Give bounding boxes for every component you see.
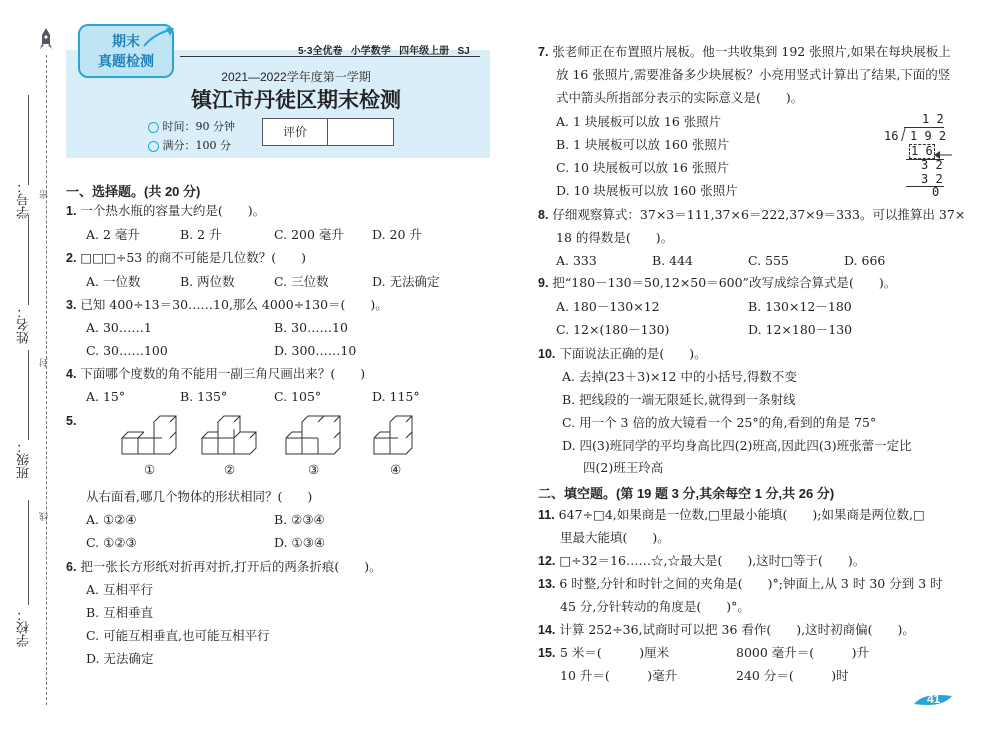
- q10-num: 10.: [538, 347, 556, 361]
- div-row-3: 3 2: [921, 172, 943, 186]
- q8-line2: 18 的得数是( )。: [556, 230, 674, 245]
- student-no-label: 学号：: [16, 180, 31, 219]
- q7-option-b[interactable]: B. 1 块展板可以放 160 张照片: [556, 137, 730, 152]
- q13-num: 13.: [538, 577, 556, 591]
- q4-stem: [66, 366, 365, 382]
- q4-option-b[interactable]: B. 135°: [180, 389, 228, 404]
- q4-text: 下面哪个度数的角不能用一副三角尺画出来？( ): [80, 366, 366, 381]
- q4-num: 4.: [66, 367, 77, 381]
- q5-label-2: ②: [224, 462, 236, 477]
- q11-line1: [538, 507, 925, 523]
- div-bracket-side: [901, 127, 906, 141]
- q5-figure-1: [120, 412, 182, 460]
- q2-option-b[interactable]: B. 两位数: [180, 274, 235, 289]
- q7-num: 7.: [538, 45, 549, 59]
- grade-label: 四年级上册: [399, 46, 450, 57]
- q5-label-4: ④: [390, 462, 402, 477]
- q14-num: 14.: [538, 623, 556, 637]
- q9-option-c[interactable]: C. 12×(180－130): [556, 322, 670, 337]
- q13-text-1: 6 时整,分针和时针之间的夹角是( )°;钟面上,从 3 时 30 分到 3 时: [559, 576, 943, 591]
- q1-option-c[interactable]: C. 200 毫升: [274, 227, 344, 242]
- name-line: [28, 215, 29, 305]
- q4-option-d[interactable]: D. 115°: [372, 389, 420, 404]
- time-text: 时间：90 分钟: [162, 120, 235, 133]
- q8-text-1: 仔细观察算式：37×3＝111,37×6＝222,37×9＝333。可以推算出 37×: [552, 207, 966, 222]
- q3-option-a[interactable]: A. 30……1: [86, 320, 152, 335]
- q2-stem: [66, 250, 306, 266]
- q5-num: [66, 413, 76, 429]
- eval-box: [262, 118, 394, 146]
- time-info: [148, 118, 235, 134]
- q2-num: 2.: [66, 251, 77, 265]
- q3-stem: [66, 297, 388, 313]
- q12-num: 12.: [538, 554, 556, 568]
- q2-option-d[interactable]: D. 无法确定: [372, 274, 440, 289]
- q5-figure-4: [372, 412, 418, 460]
- q5-num-text: 5.: [66, 414, 77, 428]
- q10-option-c[interactable]: C. 用一个 3 倍的放大镜看一个 25°的角,看到的角是 75°: [562, 415, 877, 430]
- q14-text: 计算 252÷36,试商时可以把 36 看作( ),这时初商偏( )。: [559, 622, 915, 637]
- section1-title: 一、选择题。(共 20 分): [66, 184, 201, 199]
- q7-text-1: 张老师正在布置照片展板。他一共收集到 192 张照片,如果在每块展板上: [552, 44, 951, 59]
- q8-option-b[interactable]: B. 444: [652, 253, 693, 268]
- badge-line2: 真题检测: [98, 53, 154, 69]
- q1-num: 1.: [66, 204, 77, 218]
- q5-figure-2: [200, 412, 262, 460]
- seal-mi: 密: [40, 190, 50, 199]
- q1-option-a[interactable]: A. 2 毫升: [86, 227, 140, 242]
- q3-text: 已知 400÷13＝30……10,那么 4000÷130＝( )。: [80, 297, 388, 312]
- q10-option-d-cont: 四(2)班王玲高: [583, 460, 664, 475]
- subject-label: 小学数学: [350, 46, 391, 57]
- check-icon: [148, 141, 159, 152]
- q10-option-b[interactable]: B. 把线段的一端无限延长,就得到一条射线: [562, 392, 796, 407]
- q14-stem: [538, 622, 915, 638]
- header-series: [298, 42, 470, 57]
- q5-figure-3: [284, 412, 346, 460]
- q8-option-d[interactable]: D. 666: [844, 253, 886, 268]
- q15-num-text: 15.: [538, 646, 556, 660]
- school-line: [28, 500, 29, 605]
- q8-num: 8.: [538, 208, 549, 222]
- q8-option-c[interactable]: C. 555: [748, 253, 789, 268]
- section2-title: 二、填空题。(第 19 题 3 分,其余每空 1 分,共 26 分): [538, 486, 835, 501]
- q11-text-1: 647÷□4,如果商是一位数,□里最小能填( );如果商是两位数,□: [558, 507, 925, 522]
- q5-label-3: ③: [308, 462, 320, 477]
- seal-xian: 线: [40, 512, 50, 521]
- q11-line2: 里最大能填( )。: [560, 530, 670, 545]
- q10-option-a[interactable]: A. 去掉(23＋3)×12 中的小括号,得数不变: [562, 369, 797, 384]
- q3-option-c[interactable]: C. 30……100: [86, 343, 168, 358]
- eval-label: 评价: [263, 119, 328, 145]
- q1-stem: [66, 203, 265, 219]
- q9-option-b[interactable]: B. 130×12－180: [748, 299, 852, 314]
- q3-num: 3.: [66, 298, 77, 312]
- class-line: [28, 350, 29, 440]
- q6-num: 6.: [66, 560, 77, 574]
- series-label: 5·3全优卷: [298, 46, 343, 57]
- edition-label: SJ: [457, 46, 470, 57]
- div-divisor: 16: [884, 129, 899, 143]
- clock-icon: [148, 122, 159, 133]
- q2-option-c[interactable]: C. 三位数: [274, 274, 329, 289]
- q5-option-b[interactable]: B. ②③④: [274, 512, 325, 527]
- q10-option-d[interactable]: D. 四(3)班同学的平均身高比四(2)班高,因此四(3)班张蕾一定比: [562, 438, 912, 453]
- div-bracket-top: [904, 127, 944, 128]
- q9-text: 把“180－130＝50,12×50＝600”改写成综合算式是( )。: [552, 275, 897, 290]
- q5-option-d[interactable]: D. ①③④: [274, 535, 326, 550]
- q8-line1: [538, 207, 965, 223]
- q6-option-d[interactable]: D. 无法确定: [86, 651, 154, 666]
- q9-option-a[interactable]: A. 180－130×12: [556, 299, 660, 314]
- header-rule: [180, 56, 480, 57]
- q13-line1: [538, 576, 943, 592]
- q9-stem: [538, 275, 896, 291]
- div-dividend: 1 9 2: [910, 129, 947, 143]
- class-label: 班级：: [16, 440, 31, 479]
- q11-num: 11.: [538, 508, 555, 522]
- q6-option-a[interactable]: A. 互相平行: [86, 582, 153, 597]
- q15-item-b: 8000 毫升＝( )升: [736, 645, 870, 660]
- page-title: 镇江市丹徒区期末检测: [191, 89, 401, 112]
- q1-option-b[interactable]: B. 2 升: [180, 227, 222, 242]
- div-row-4: 0: [932, 185, 940, 199]
- q15-item-c: 10 升＝( )毫升: [560, 668, 678, 683]
- q13-line2: 45 分,分针转动的角度是( )°。: [560, 599, 750, 614]
- q7-option-c[interactable]: C. 10 块展板可以放 16 张照片: [556, 160, 730, 175]
- q10-stem: [538, 346, 707, 362]
- q9-num: 9.: [538, 276, 549, 290]
- q12-stem: [538, 553, 865, 569]
- div-quotient: 1 2: [922, 112, 944, 126]
- q6-option-b[interactable]: B. 互相垂直: [86, 605, 154, 620]
- q1-option-d[interactable]: D. 20 升: [372, 227, 422, 242]
- page-number: 41: [927, 692, 941, 706]
- student-no-line: [28, 95, 29, 185]
- q2-text: □□□÷53 的商不可能是几位数？( ): [80, 250, 306, 265]
- q10-text: 下面说法正确的是( )。: [559, 346, 707, 361]
- score-info: [148, 137, 231, 153]
- q5-option-c[interactable]: C. ①②③: [86, 535, 137, 550]
- q7-line1: [538, 44, 951, 60]
- school-label: 学校：: [16, 608, 31, 647]
- rocket-icon: [40, 28, 52, 50]
- q15-item-d: 240 分＝( )时: [736, 668, 849, 683]
- q7-line3: 式中箭头所指部分表示的实际意义是( )。: [556, 90, 804, 105]
- badge-line1: 期末: [112, 33, 140, 49]
- binding-dashed-line: [46, 55, 47, 705]
- q3-option-d[interactable]: D. 300……10: [274, 343, 357, 358]
- q6-text: 把一张长方形纸对折再对折,打开后的两条折痕( )。: [80, 559, 382, 574]
- badge-rocket-icon: [140, 26, 176, 54]
- seal-feng: 封: [40, 358, 50, 367]
- score-text: 满分：100 分: [162, 139, 231, 152]
- q7-option-a[interactable]: A. 1 块展板可以放 16 张照片: [556, 114, 722, 129]
- q3-option-b[interactable]: B. 30……10: [274, 320, 348, 335]
- q4-option-a[interactable]: A. 15°: [86, 389, 126, 404]
- q5-label-1: ①: [144, 462, 156, 477]
- q2-option-a[interactable]: A. 一位数: [86, 274, 141, 289]
- year-term: 2021—2022学年度第一学期: [221, 70, 371, 84]
- q5-option-a[interactable]: A. ①②④: [86, 512, 137, 527]
- q15-num: [538, 645, 555, 661]
- q15-item-a: 5 米＝( )厘米: [560, 645, 670, 660]
- page-number-badge: [912, 690, 956, 710]
- div-row-1: 1 6: [911, 144, 933, 158]
- q9-option-d[interactable]: D. 12×180－130: [748, 322, 853, 337]
- q12-text: □÷32＝16……☆,☆最大是( ),这时□等于( )。: [559, 553, 866, 568]
- q8-option-a[interactable]: A. 333: [556, 253, 597, 268]
- q5-text: 从右面看,哪几个物体的形状相同？( ): [86, 489, 313, 504]
- q7-option-d[interactable]: D. 10 块展板可以放 160 张照片: [556, 183, 738, 198]
- q6-stem: [66, 559, 382, 575]
- q6-option-c[interactable]: C. 可能互相垂直,也可能互相平行: [86, 628, 270, 643]
- name-label: 姓名：: [16, 305, 31, 344]
- q4-option-c[interactable]: C. 105°: [274, 389, 322, 404]
- div-row-2: 3 2: [921, 158, 943, 172]
- q1-text: 一个热水瓶的容量大约是( )。: [80, 203, 266, 218]
- q7-line2: 放 16 张照片,需要准备多少块展板？小亮用竖式计算出了结果,下面的竖: [556, 67, 951, 82]
